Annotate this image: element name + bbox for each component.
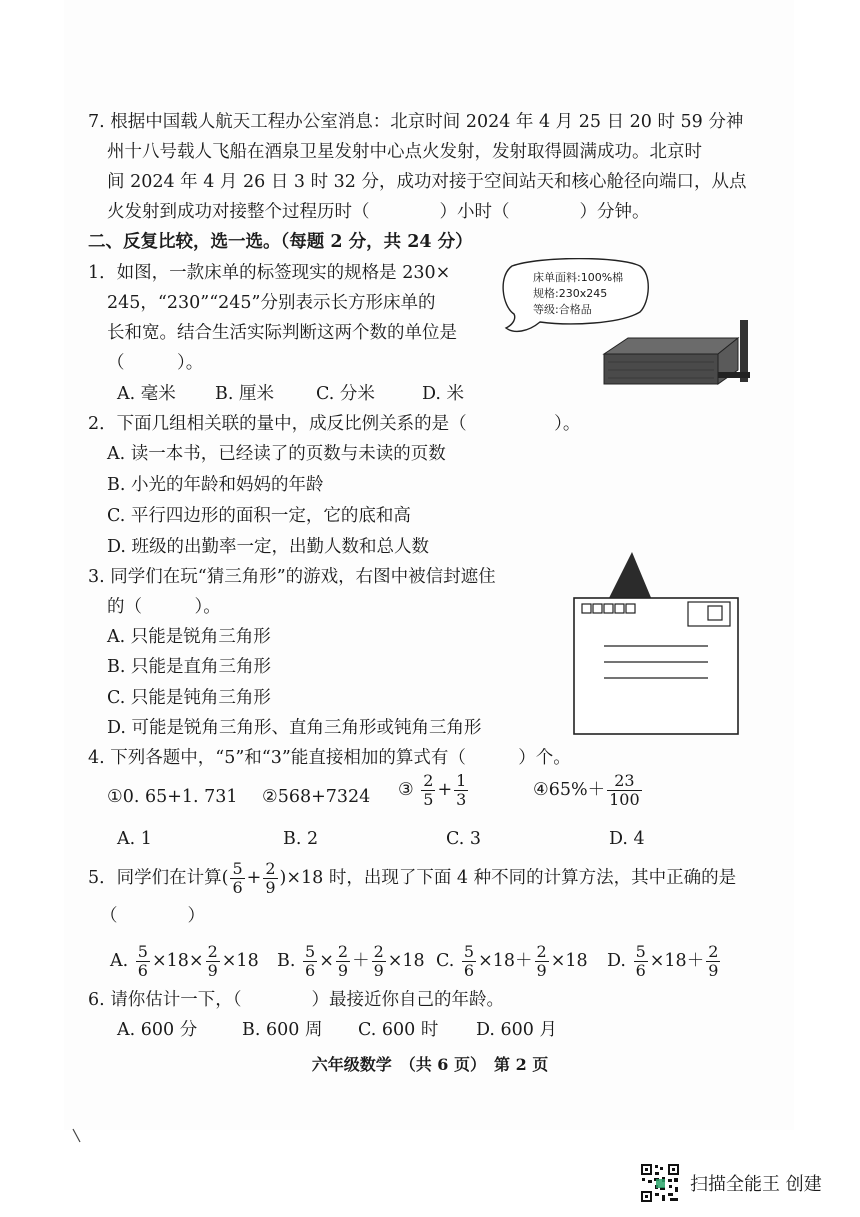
q5-answer-paren: （ ） <box>100 906 205 926</box>
label-material: 床单面料:100%棉 <box>533 271 624 284</box>
q4-expr-4-prefix: ④65%＋ <box>533 780 606 800</box>
page-footer: 六年级数学 （共 6 页） 第 2 页 <box>311 1055 549 1074</box>
q3-option-a: A. 只能是锐角三角形 <box>107 627 271 647</box>
q5-option-a-label: A. <box>110 951 129 971</box>
q7-line4: 火发射到成功对接整个过程历时（ ）小时（ ）分钟。 <box>107 202 650 222</box>
q5-stem-end: )×18 时，出现了下面 4 种不同的计算方法，其中正确的是 <box>279 868 737 888</box>
fraction: $\frac{2}{9}$ <box>708 942 719 980</box>
q3-line2: 的（ ）。 <box>107 597 221 617</box>
q4-expr-4 <box>533 772 644 809</box>
q4-expr-3-prefix: ③ <box>398 780 414 800</box>
label-size: 规格:230x245 <box>533 287 608 300</box>
q1-option-a: A. 毫米 <box>117 384 176 404</box>
times-sign: × <box>188 951 204 971</box>
q5-option-b-label: B. <box>277 951 296 971</box>
fraction: $\frac{2}{5}$ <box>423 771 434 809</box>
q7-line1: 7. 根据中国载人航天工程办公室消息：北京时间 2024 年 4 月 25 日 20 时 59 分神 <box>88 112 744 132</box>
q4-option-a: A. 1 <box>117 829 152 849</box>
fraction: $\frac{5}{6}$ <box>137 942 148 980</box>
fraction: $\frac{5}{6}$ <box>635 942 646 980</box>
q3-option-c: C. 只能是钝角三角形 <box>107 688 271 708</box>
times-18: ×18 <box>221 951 259 971</box>
q2-option-d: D. 班级的出勤率一定，出勤人数和总人数 <box>107 537 430 557</box>
qr-code-icon <box>640 1163 680 1203</box>
q4-option-b: B. 2 <box>283 829 319 849</box>
times-18: ×18 <box>649 951 687 971</box>
q3-option-d: D. 可能是锐角三角形、直角三角形或钝角三角形 <box>107 718 482 738</box>
times-sign: × <box>319 951 334 971</box>
q4-stem: 4. 下列各题中，“5”和“3”能直接相加的算式有（ ）个。 <box>88 748 571 768</box>
fraction: $\frac{5}{6}$ <box>463 942 475 980</box>
fraction: $\frac{1}{3}$ <box>456 771 467 809</box>
plus-sign: ＋ <box>515 951 533 971</box>
q6-option-c: C. 600 时 <box>358 1020 439 1040</box>
q5-option-c <box>436 943 588 980</box>
q5-option-b <box>277 943 425 980</box>
q5-stem-start: 5．同学们在计算( <box>88 868 229 888</box>
fraction: $\frac{2}{9}$ <box>207 942 218 980</box>
q5-option-c-label: C. <box>436 951 455 971</box>
pen-mark <box>72 1128 82 1144</box>
q6-option-b: B. 600 周 <box>242 1020 323 1040</box>
bed-illustration <box>598 318 754 390</box>
q2-option-a: A. 读一本书，已经读了的页数与未读的页数 <box>107 444 446 464</box>
q1-line3: 长和宽。结合生活实际判断这两个数的单位是 <box>107 323 457 343</box>
fraction: $\frac{2}{9}$ <box>373 942 384 980</box>
q4-option-d: D. 4 <box>609 829 645 849</box>
q2-option-c: C. 平行四边形的面积一定，它的底和高 <box>107 506 411 526</box>
q7-line3: 间 2024 年 4 月 26 日 3 时 32 分，成功对接于空间站天和核心舱径向端口，从点 <box>107 172 747 192</box>
q1-option-b: B. 厘米 <box>215 384 274 404</box>
q2-option-b: B. 小光的年龄和妈妈的年龄 <box>107 475 324 495</box>
plus-sign: ＋ <box>352 951 370 971</box>
q6-option-a: A. 600 分 <box>117 1020 198 1040</box>
q7-line2: 州十八号载人飞船在酒泉卫星发射中心点火发射，发射取得圆满成功。北京时 <box>107 142 702 162</box>
q1-line1: 1．如图，一款床单的标签现实的规格是 230× <box>88 263 451 283</box>
q4-expr-3: ③ $\frac{2}{5}$ + $\frac{1}{3}$ <box>398 771 467 809</box>
fraction: $\frac{5}{6}$ <box>232 859 243 897</box>
q5-option-d <box>607 943 722 980</box>
q1-line4: （ ）。 <box>107 353 204 373</box>
scanner-watermark: 扫描全能王 创建 <box>690 1174 822 1195</box>
times-18: ×18 <box>550 951 588 971</box>
q3-option-b: B. 只能是直角三角形 <box>107 657 271 677</box>
fraction: $\frac{2}{9}$ <box>265 859 276 897</box>
times-18: ×18 <box>151 951 189 971</box>
q6-option-d: D. 600 月 <box>476 1020 557 1040</box>
times-18: ×18 <box>478 951 516 971</box>
q5-stem: 5．同学们在计算( $\frac{5}{6}$ + $\frac{2}{9}$ )×18 时，出现了下面 4 种不同的计算方法，其中正确的是 <box>88 859 737 897</box>
fraction: $\frac{2}{9}$ <box>536 942 547 980</box>
q4-option-c: C. 3 <box>446 829 482 849</box>
q4-expr-2: ②568+7324 <box>262 787 371 807</box>
fraction: $\frac{2}{9}$ <box>337 942 349 980</box>
q2-stem: 2．下面几组相关联的量中，成反比例关系的是（ ）。 <box>88 414 581 434</box>
section-title: 二、反复比较，选一选。（每题 2 分，共 24 分） <box>88 232 473 252</box>
q1-option-d: D. 米 <box>422 384 465 404</box>
times-18: ×18 <box>387 951 425 971</box>
q1-option-c: C. 分米 <box>316 384 375 404</box>
fraction: $\frac{5}{6}$ <box>305 942 316 980</box>
q1-line2: 245，“230”“245”分别表示长方形床单的 <box>107 293 436 313</box>
q4-expr-1: ①0. 65+1. 731 <box>107 787 238 807</box>
q6-stem: 6. 请你估计一下，（ ）最接近你自己的年龄。 <box>88 990 505 1010</box>
plus-sign: ＋ <box>686 951 705 971</box>
label-grade: 等级:合格品 <box>533 303 592 316</box>
q5-option-d-label: D. <box>607 951 626 971</box>
q3-line1: 3. 同学们在玩“猜三角形”的游戏，右图中被信封遮住 <box>88 567 496 587</box>
envelope-illustration <box>570 550 744 740</box>
q5-option-a <box>110 943 259 980</box>
fraction: $\frac{23}{100}$ <box>609 771 640 809</box>
